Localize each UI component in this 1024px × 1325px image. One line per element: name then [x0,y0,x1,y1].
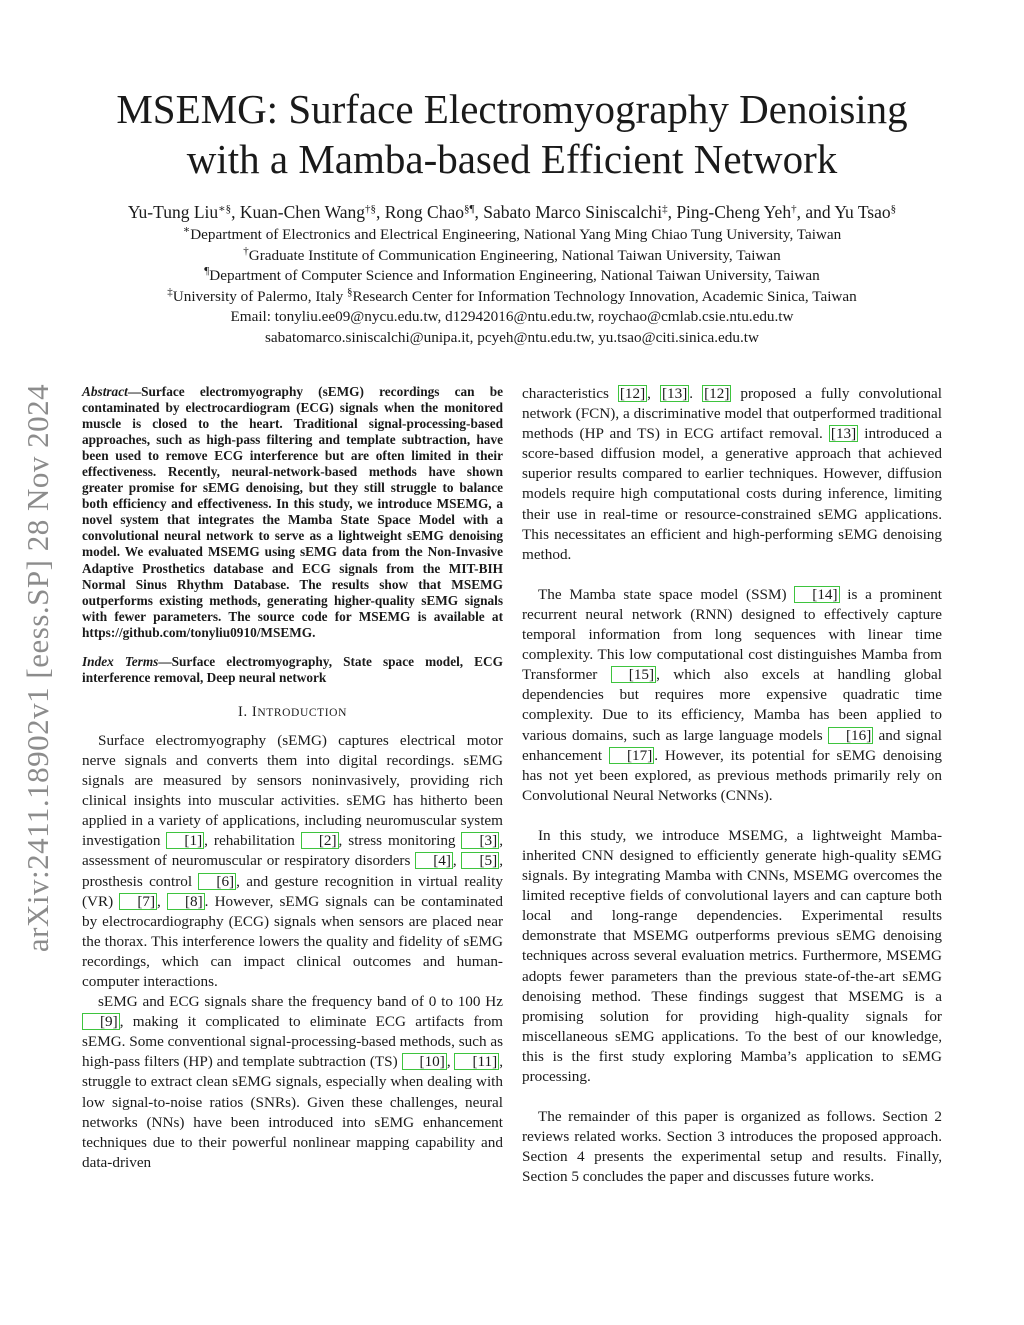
affiliations [50,225,974,348]
citation-link[interactable]: [4] [415,852,453,869]
author-mark: ∗§ [218,203,232,215]
affiliation-line [50,225,974,246]
affiliation-line [50,266,974,287]
citation-link[interactable]: [10] [402,1053,447,1070]
body-paragraph: In this study, we introduce MSEMG, a lightweight Mamba-inherited CNN designed to efficiently generate high-quality sEMG signals. By integrating Mamba with CNNs, MSEMG overcomes the limited receptive fields of convolutional layers and can capture both local and long-range dependencies. Experimental results demonstrate that MSEMG outperforms previous sEMG denoising techniques across several evaluation metrics. Furthermore, MSEMG adopts fewer parameters than the previous state-of-the-art sEMG denoising method. These findings suggest that MSEMG is a promising solution for providing high-quality signals for miscellaneous sEMG applications. To the best of our knowledge, this is the first study exploring Mamba’s application to sEMG processing. [522,826,942,1085]
section-heading-rest: NTRODUCTION [257,706,347,719]
body-paragraph: characteristics [12] , [13] . [12] proposed a fully convolutional network (FCN), a discriminative model that outperformed traditional methods (HP and TS) in ECG artifact removal. [13] introduced a score-based diffusion model, a generative approach that achieved superior results compared to earlier techniques. However, diffusion models require high computational costs during inference, limiting their use in real-time or resource-constrained sEMG applications. This necessitates an efficient and high-performing sEMG denoising method. [522,385,943,563]
citation-link[interactable]: [1] [166,832,204,849]
citation-link[interactable]: [16] [828,727,873,744]
citation-link[interactable]: [3] [461,832,499,849]
author-name: Yu Tsao [834,202,891,222]
author-mark: †§ [364,203,376,215]
affiliation-text: Graduate Institute of Communication Engineering, National Taiwan University, Taiwan [248,246,781,264]
left-body [82,731,503,1173]
citation-link[interactable]: [2] [301,832,339,849]
affiliation-text: University of Palermo, Italy [172,287,347,305]
author-name: Kuan-Chen Wang [239,202,365,222]
body-paragraph: The remainder of this paper is organized as follows. Section 2 reviews related works. Section 3 introduces the proposed approach. Section 4 presents the experimental setup and results. Finally, Section 5 concludes the paper and discusses future works. [522,1108,942,1186]
title-line-2: with a Mamba-based Efficient Network [186,136,838,182]
affiliation-text: Department of Electronics and Electrical Engineering, National Yang Ming Chiao Tung University, Taiwan [190,226,842,243]
index-terms-label: Index Terms [82,653,159,669]
affiliation-line [50,246,974,267]
abstract [82,384,503,641]
author-mark: § [890,203,897,215]
citation-link[interactable]: [8] [167,893,205,910]
author-list: Yu-Tung Liu∗§, Kuan-Chen Wang†§, Rong Chao§¶, Sabato Marco Siniscalchi‡, Ping-Cheng Yeh†, and Yu Tsao§ [127,202,897,222]
author-name: Yu-Tung Liu [127,202,219,222]
affiliation-mark: § [346,285,353,298]
email-line-2: sabatomarco.siniscalchi@unipa.it, pcyeh@ntu.edu.tw, yu.tsao@citi.sinica.edu.tw [265,328,759,346]
author-name: Rong Chao [384,202,464,222]
section-heading-introduction [82,704,503,721]
author-name: Ping-Cheng Yeh [676,202,792,222]
citation-link[interactable]: [13] [830,425,857,443]
citation-link[interactable]: [13] [661,385,688,402]
affiliation-text: Department of Computer Science and Information Engineering, National Taiwan University, Taiwan [209,267,820,284]
abstract-label: Abstract [82,384,128,399]
email-line-1: Email: tonyliu.ee09@nycu.edu.tw, d12942016@ntu.edu.tw, roychao@cmlab.csie.ntu.edu.tw [230,308,794,325]
citation-link[interactable]: [14] [794,586,839,603]
body-paragraph: The Mamba state space model (SSM) [14] is a prominent recurrent neural network (RNN) designed to effectively capture temporal information from long sequences with linear time complexity. This low computational cost distinguishes Mamba from Transformer [15] , which also excels at handling global dependencies but requires more expensive quadratic time complexity. Due to its efficiency, Mamba has been applied to various domains, such as large language models [16] and signal enhancement [17] . However, its potential for sEMG denoising has not yet been explored, as previous methods primarily rely on Convolutional Neural Networks (CNNs). [522,585,943,804]
citation-link[interactable]: [9] [82,1013,120,1030]
citation-link[interactable]: [17] [609,747,654,764]
author-name: Sabato Marco Siniscalchi [483,202,663,222]
affiliation-text: Research Center for Information Technology Innovation, Academic Sinica, Taiwan [352,287,857,305]
author-mark: §¶ [463,203,475,215]
affiliation-mark: † [243,244,249,257]
section-numeral: I. I [238,703,258,720]
body-paragraph: Surface electromyography (sEMG) captures electrical motor nerve signals and converts them into digital recordings. sEMG signals are measured by sensors noninvasively, providing rich clinical insights into muscular activities. sEMG has hitherto been applied in a variety of applications, including neuromuscular system investigation [1] , rehabilitation [2] , stress monitoring [3] , assessment of neuromuscular or respiratory disorders [4] , [5] , prosthesis control [6] , and gesture recognition in virtual reality (VR) [7] , [8] . However, sEMG signals can be contaminated by electrocardiography (ECG) signals when sensors are placed near the thorax. This interference lowers the quality and fidelity of sEMG recordings, which can impact clinical outcomes and human-computer interactions. [82,731,504,990]
citation-link[interactable]: [12] [619,385,646,402]
affiliation-mark: ‡ [167,285,173,298]
citation-link[interactable]: [6] [198,873,236,890]
body-paragraph: sEMG and ECG signals share the frequency band of 0 to 100 Hz [9] , making it complicated to eliminate ECG artifacts from sEMG. Some conventional signal-processing-based methods, such as high-pass filters (HP) and template subtraction (TS) [10] , [11] , struggle to extract clean sEMG signals, especially when dealing with low signal-to-noise ratios (SNRs). Given these challenges, neural networks (NNs) have been introduced into sEMG enhancement techniques due to their powerful nonlinear mapping capability and data-driven [82,993,503,1171]
right-body [522,384,942,1187]
index-terms-text: —Surface electromyography, State space model, ECG interference removal, Deep neural network [82,653,503,685]
affiliation-line [50,287,974,308]
left-column [82,384,503,1173]
citation-link[interactable]: [5] [461,852,499,869]
index-terms [82,654,503,686]
title-line-1: MSEMG: Surface Electromyography Denoising [116,86,908,132]
citation-link[interactable]: [15] [611,666,656,683]
abstract-text: —Surface electromyography (sEMG) recordings can be contaminated by electrocardiogram (ECG) signals when the monitored muscle is closed to the heart. Traditional signal-processing-based approaches, such as high-pass filtering and template subtraction, have been used to remove ECG interference but are often limited in their effectiveness. Recently, neural-network-based methods have shown greater promise for sEMG denoising, but they still struggle to balance both efficiency and effectiveness. In this study, we introduce MSEMG, a novel system that integrates the Mamba State Space Model with a convolutional neural network to serve as a lightweight sEMG denoising model. We evaluated MSEMG using sEMG data from the Non-Invasive Adaptive Prosthetics database and ECG signals from the MIT-BIH Normal Sinus Rhythm Database. The results show that MSEMG outperforms existing methods, generating higher-quality sEMG signals with fewer parameters. The source code for MSEMG is available at https://github.com/tonyliu0910/MSEMG. [82,384,503,640]
citation-link[interactable]: [12] [704,385,730,402]
author-mark: † [791,203,797,215]
author-mark: ‡ [662,203,668,215]
affiliation-mark: ¶ [204,265,210,277]
affiliation-list [50,225,974,307]
right-column [522,384,942,1187]
citation-link[interactable]: [7] [119,893,157,910]
citation-link[interactable]: [11] [454,1053,499,1070]
arxiv-sidebar [14,348,62,988]
paper-title [70,84,954,184]
arxiv-identifier: arXiv:2411.18902v1 [eess.SP] 28 Nov 2024 [20,383,55,953]
affiliation-mark: ∗ [182,224,191,236]
